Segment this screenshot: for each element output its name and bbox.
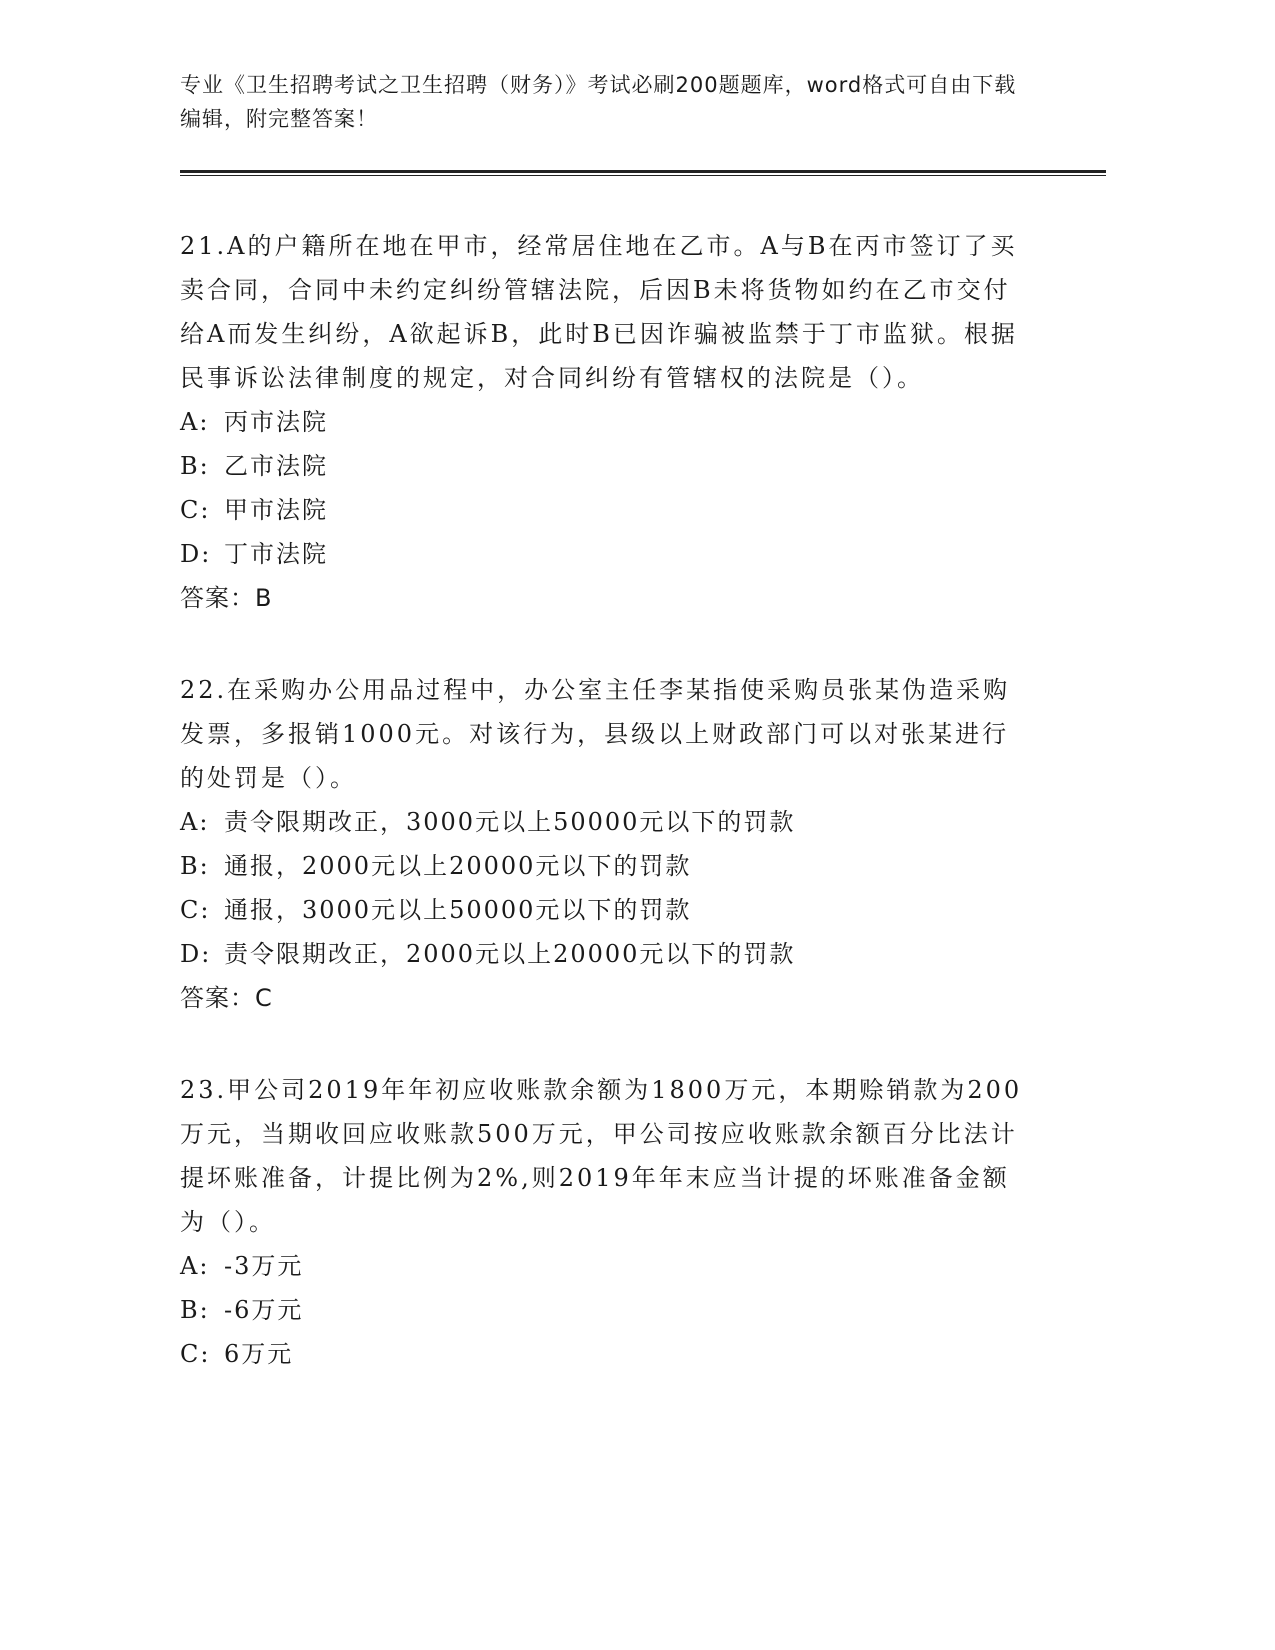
option-text: 通报，3000元以上50000元以下的罚款	[224, 896, 692, 924]
option-a	[180, 400, 1110, 444]
question-text: 22.在采购办公用品过程中，办公室主任李某指使采购员张某伪造采购发票，多报销1000元。对该行为，县级以上财政部门可以对张某进行的处罚是（）。	[180, 676, 1011, 792]
option-letter: C:	[180, 1340, 211, 1368]
option-a	[180, 800, 1110, 844]
option-text: 责令限期改正，3000元以上50000元以下的罚款	[224, 808, 796, 836]
question-22	[180, 668, 1110, 1020]
option-c	[180, 888, 1110, 932]
option-letter: D:	[180, 540, 212, 568]
question-23	[180, 1068, 1110, 1376]
option-b	[180, 444, 1110, 488]
option-letter: A:	[180, 408, 210, 436]
option-letter: C:	[180, 896, 211, 924]
option-d	[180, 532, 1110, 576]
option-b	[180, 1288, 1110, 1332]
option-c	[180, 488, 1110, 532]
option-text: 责令限期改正，2000元以上20000元以下的罚款	[224, 940, 796, 968]
question-text: 21.A的户籍所在地在甲市，经常居住地在乙市。A与B在丙市签订了买卖合同，合同中未约定纠纷管辖法院，后因B未将货物如约在乙市交付给A而发生纠纷，A欲起诉B，此时B已因诈骗被监禁于丁市监狱。根据民事诉讼法律制度的规定，对合同纠纷有管辖权的法院是（）。	[180, 232, 1018, 392]
option-letter: B:	[180, 852, 210, 880]
option-b	[180, 844, 1110, 888]
option-a	[180, 1244, 1110, 1288]
option-text: -3万元	[224, 1252, 304, 1280]
option-letter: B:	[180, 1296, 210, 1324]
option-letter: B:	[180, 452, 210, 480]
option-d	[180, 932, 1110, 976]
option-text: 乙市法院	[224, 452, 328, 480]
option-letter: D:	[180, 940, 212, 968]
option-letter: A:	[180, 1252, 210, 1280]
question-21	[180, 224, 1110, 620]
question-text: 23.甲公司2019年年初应收账款余额为1800万元，本期赊销款为200万元，当期收回应收账款500万元，甲公司按应收账款余额百分比法计提坏账准备，计提比例为2%,则2019年年末应当计提的坏账准备金额为（）。	[180, 1076, 1023, 1236]
document-header: 专业《卫生招聘考试之卫生招聘（财务）》考试必刷200题题库，word格式可自由下载编辑，附完整答案！	[180, 73, 1017, 131]
option-text: -6万元	[224, 1296, 304, 1324]
answer-line: 答案：B	[180, 584, 273, 612]
option-text: 6万元	[224, 1340, 294, 1368]
option-text: 甲市法院	[224, 496, 328, 524]
option-text: 丁市法院	[224, 540, 328, 568]
document-page	[180, 68, 1110, 1376]
option-letter: C:	[180, 496, 211, 524]
option-text: 通报，2000元以上20000元以下的罚款	[224, 852, 692, 880]
option-c	[180, 1332, 1110, 1376]
option-text: 丙市法院	[224, 408, 328, 436]
answer-line: 答案：C	[180, 984, 273, 1012]
option-letter: A:	[180, 808, 210, 836]
header-divider	[180, 170, 1106, 176]
